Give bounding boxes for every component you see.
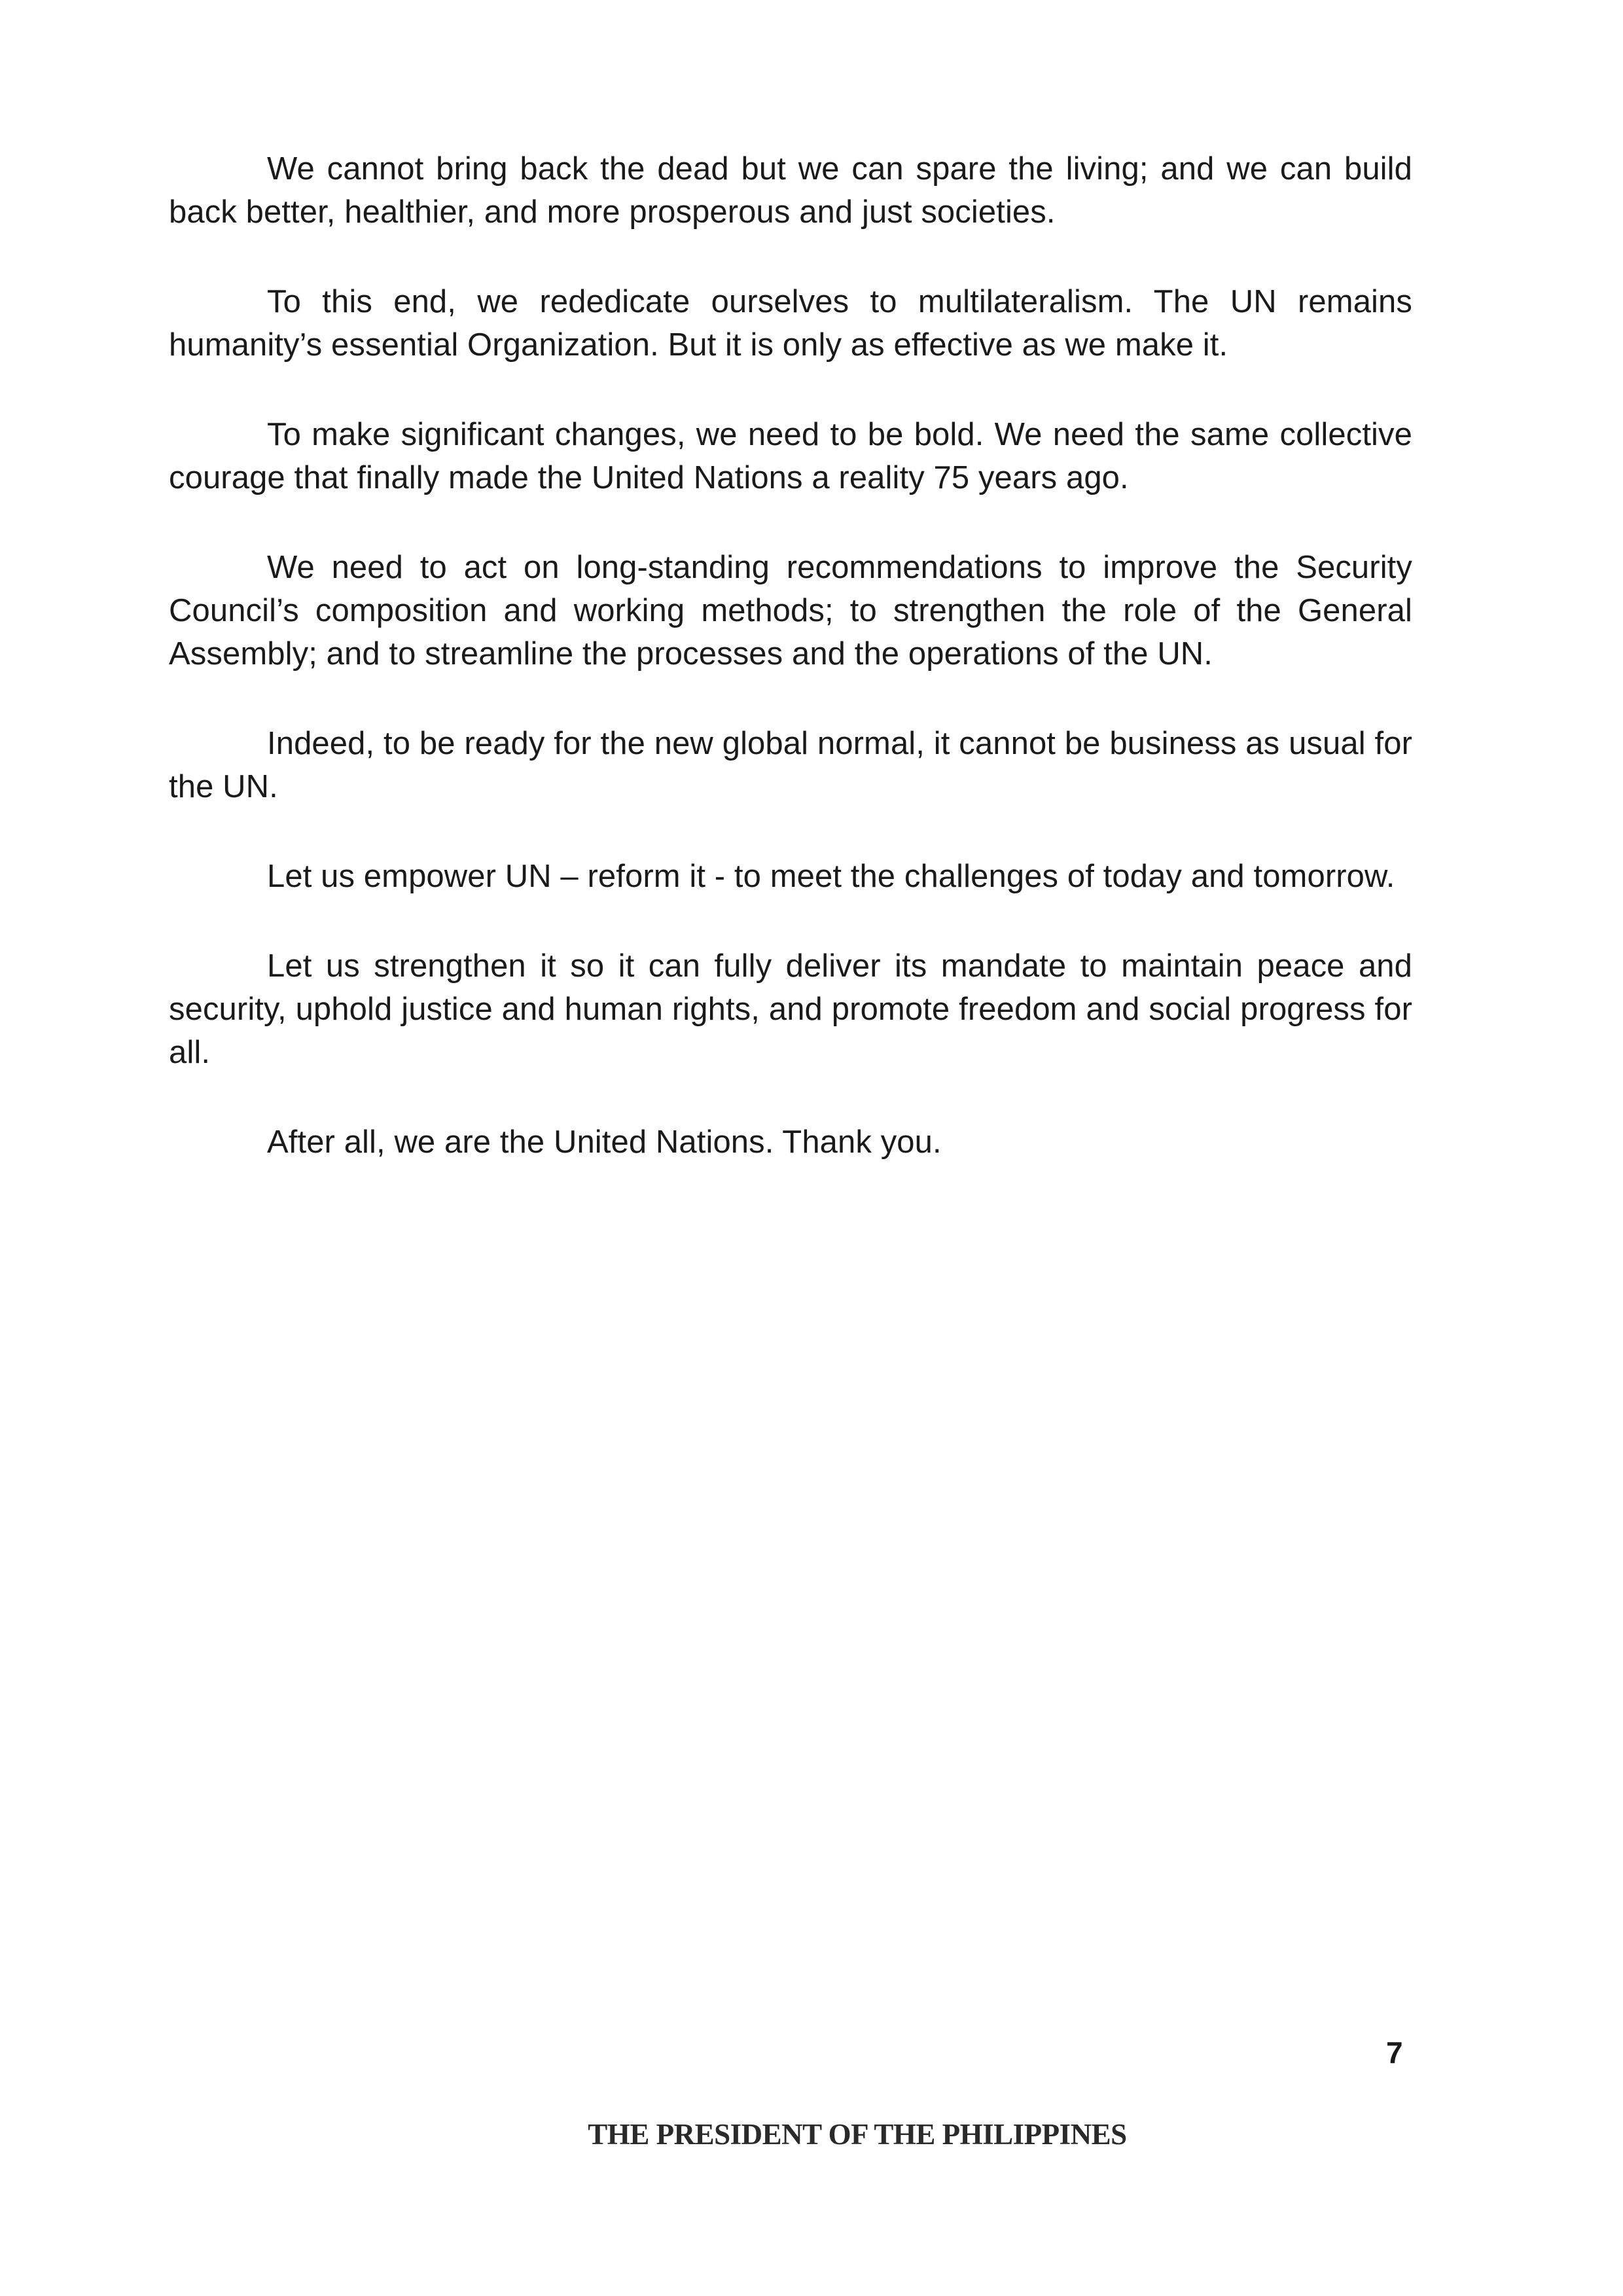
page-number: 7 <box>1386 2036 1403 2070</box>
footer-title: THE PRESIDENT OF THE PHILIPPINES <box>588 2118 1127 2151</box>
paragraph-6: Let us empower UN – reform it - to meet the challenges of today and tomorrow. <box>267 859 1395 894</box>
paragraph-5: Indeed, to be ready for the new global normal, it cannot be business as usual for the UN. <box>169 726 1412 804</box>
footer <box>0 2117 1623 2151</box>
paragraph-4: We need to act on long-standing recommendations to improve the Security Council’s composition and working methods; to strengthen the role of the General Assembly; and to streamline the processes and the operations of the UN. <box>169 550 1412 672</box>
document-body <box>169 147 1412 1210</box>
paragraph-1: We cannot bring back the dead but we can spare the living; and we can build back better, healthier, and more prosperous and just societies. <box>169 151 1412 230</box>
paragraph-8: After all, we are the United Nations. Thank you. <box>267 1124 942 1160</box>
paragraph-3: To make significant changes, we need to be bold. We need the same collective courage that finally made the United Nations a reality 75 years ago. <box>169 417 1412 495</box>
paragraph-2: To this end, we rededicate ourselves to multilateralism. The UN remains humanity’s essential Organization. But it is only as effective as we make it. <box>169 284 1412 363</box>
paragraph-7: Let us strengthen it so it can fully deliver its mandate to maintain peace and security, uphold justice and human rights, and promote freedom and social progress for all. <box>169 948 1412 1070</box>
